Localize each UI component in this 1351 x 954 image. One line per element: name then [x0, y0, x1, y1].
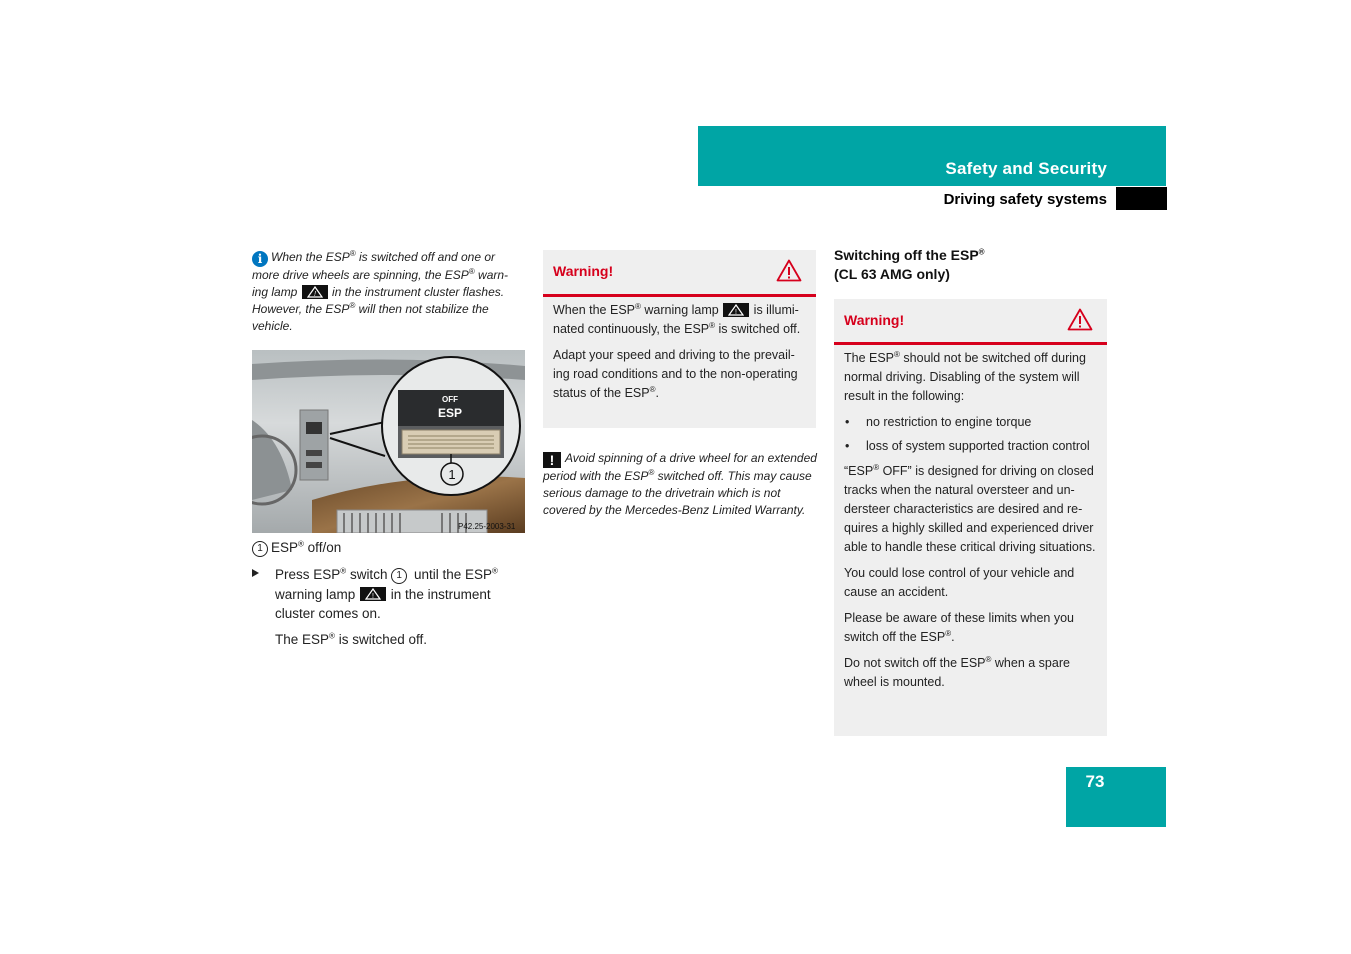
svg-text:!: !	[735, 308, 738, 316]
list-item: • no restriction to engine torque	[844, 413, 1097, 432]
arrow-bullet-icon	[252, 569, 259, 577]
callout-1-icon: 1	[252, 541, 268, 557]
svg-text:!: !	[372, 592, 375, 600]
figure-caption: 1 ESP® off/on	[252, 538, 525, 558]
panel-off-label: OFF	[442, 395, 458, 404]
page-number: 73	[1085, 772, 1105, 791]
panel-esp-label: ESP	[437, 406, 463, 420]
section-heading: Switching off the ESP® (CL 63 AMG only)	[834, 247, 985, 282]
info-note: i When the ESP® is switched off and one or more drive wheels are spinning, the ESP® warn-ing lamp ! in the instrument cluster flashes. However, the ESP® will then not stabilize the vehicle.	[252, 249, 509, 333]
instruction-result: The ESP® is switched off.	[275, 631, 427, 647]
subsection-marker	[1116, 187, 1167, 210]
warning-box-esp-lamp	[543, 250, 816, 428]
svg-text:!: !	[313, 290, 316, 298]
warning-header	[543, 250, 816, 297]
warning-label: Warning!	[553, 263, 614, 279]
warning-box-esp-off	[834, 299, 1107, 736]
instruction-step: Press ESP® switch 1 until the ESP® warning lamp ! in the instrument cluster comes on.	[252, 565, 524, 624]
warning-header	[834, 299, 1107, 345]
warning-paragraph: Please be aware of these limits when you switch off the ESP®.	[844, 611, 1074, 644]
esp-switch-photo	[252, 350, 525, 533]
photo-code: P42.25-2003-31	[458, 522, 516, 531]
callout-number: 1	[448, 467, 456, 482]
list-item: • loss of system supported traction control	[844, 437, 1097, 456]
warning-paragraph: Adapt your speed and driving to the prevail-ing road conditions and to the non-operating status of the ESP®.	[553, 348, 798, 400]
section-title: Safety and Security	[945, 159, 1107, 178]
warning-triangle-icon	[776, 259, 802, 287]
callout-1-icon: 1	[391, 568, 407, 584]
subsection-title: Driving safety systems	[943, 191, 1107, 208]
warning-triangle-icon	[1067, 308, 1093, 336]
warning-label: Warning!	[844, 312, 905, 328]
esp-warning-lamp-icon	[302, 285, 328, 299]
warning-paragraph: You could lose control of your vehicle and cause an accident.	[844, 566, 1075, 599]
esp-warning-lamp-icon	[360, 587, 386, 601]
warning-paragraph: Do not switch off the ESP® when a spare wheel is mounted.	[844, 654, 1070, 689]
consequence-list	[844, 413, 1097, 456]
warning-paragraph: The ESP® should not be switched off during normal driving. Disabling of the system will result in the following:	[844, 349, 1086, 403]
warning-paragraph: When the ESP® warning lamp ! is illumi-nated continuously, the ESP® is switched off.	[553, 301, 801, 336]
esp-warning-lamp-icon	[723, 303, 749, 317]
info-icon: i	[252, 251, 268, 267]
caution-note: ! Avoid spinning of a drive wheel for an extended period with the ESP® switched off. This may cause serious damage to the drivetrain which is not covered by the Mercedes-Benz Limited Warranty.	[543, 451, 817, 517]
exclamation-icon: !	[543, 452, 561, 468]
warning-paragraph: “ESP® OFF” is designed for driving on closed tracks when the natural oversteer and un-dersteer characteristics are desired and re-quires a highly skilled and experienced driver able to handle these critical driving situations.	[844, 462, 1096, 554]
